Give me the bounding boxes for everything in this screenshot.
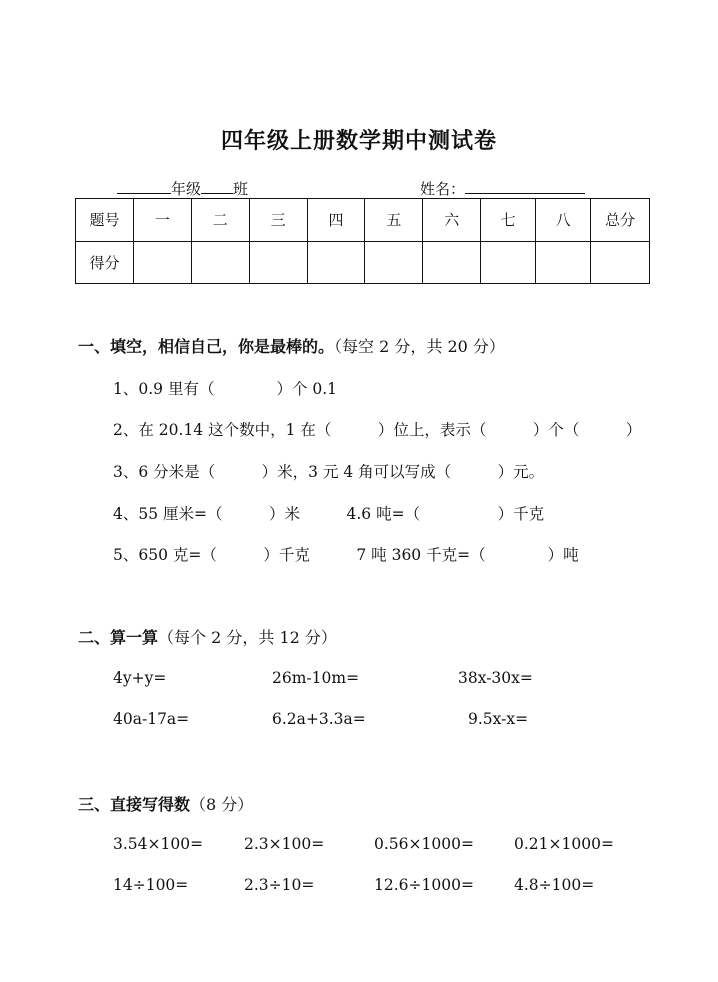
score-cell[interactable] (481, 241, 536, 284)
calc-item: 9.5x-x= (468, 710, 529, 728)
class-label: 班 (233, 180, 249, 198)
score-table (75, 198, 650, 284)
section3-head: 三、直接写得数 (78, 795, 191, 814)
question-1-1: 1、0.9 里有（ ）个 0.1 (113, 380, 338, 398)
score-cell[interactable] (307, 241, 365, 284)
calc-item: 38x-30x= (458, 669, 533, 687)
question-1-3: 3、6 分米是（ ）米，3 元 4 角可以写成（ ）元。 (113, 463, 545, 481)
score-col-6: 六 (423, 199, 481, 242)
score-col-8: 八 (536, 199, 591, 242)
direct-calc-item: 2.3÷10= (244, 876, 315, 894)
section1-head: 一、填空，相信自己，你是最棒的。 (78, 337, 335, 356)
direct-calc-item: 3.54×100= (113, 835, 204, 853)
score-cell[interactable] (536, 241, 591, 284)
question-1-2: 2、在 20.14 这个数中，1 在（ ）位上，表示（ ）个（ ） (113, 421, 642, 439)
calc-item: 6.2a+3.3a= (272, 710, 366, 728)
section1-title (78, 334, 505, 357)
score-col-7: 七 (481, 199, 536, 242)
section3-title (78, 792, 253, 815)
section2-head: 二、算一算 (78, 628, 159, 647)
score-cell[interactable] (191, 241, 249, 284)
name-line (420, 178, 585, 199)
grade-blank[interactable] (117, 179, 171, 194)
score-value-row (76, 241, 650, 284)
section3-note: （8 分） (190, 795, 254, 814)
calc-item: 4y+y= (113, 669, 167, 687)
score-cell[interactable] (133, 241, 191, 284)
score-row-label: 得分 (76, 241, 134, 284)
score-header-row (76, 199, 650, 242)
direct-calc-item: 14÷100= (113, 876, 189, 894)
score-col-5: 五 (365, 199, 423, 242)
score-cell[interactable] (249, 241, 307, 284)
score-col-total: 总分 (591, 199, 650, 242)
calc-item: 26m-10m= (272, 669, 360, 687)
grade-class-line (117, 178, 248, 199)
score-col-2: 二 (191, 199, 249, 242)
score-cell[interactable] (423, 241, 481, 284)
class-blank[interactable] (201, 179, 233, 194)
direct-calc-item: 0.56×1000= (374, 835, 474, 853)
name-label: 姓名： (420, 180, 466, 198)
direct-calc-item: 0.21×1000= (514, 835, 614, 853)
score-col-1: 一 (133, 199, 191, 242)
score-cell[interactable] (365, 241, 423, 284)
direct-calc-item: 12.6÷1000= (374, 876, 474, 894)
score-header-label: 题号 (76, 199, 134, 242)
question-1-4: 4、55 厘米=（ ）米 4.6 吨=（ ）千克 (113, 505, 545, 523)
score-cell-total[interactable] (591, 241, 650, 284)
section1-note: （每空 2 分，共 20 分） (334, 337, 505, 356)
direct-calc-item: 4.8÷100= (514, 876, 595, 894)
question-1-5: 5、650 克=（ ）千克 7 吨 360 千克=（ ）吨 (113, 546, 579, 564)
score-col-4: 四 (307, 199, 365, 242)
score-col-3: 三 (249, 199, 307, 242)
name-blank[interactable] (465, 179, 585, 194)
calc-item: 40a-17a= (113, 710, 190, 728)
grade-label: 年级 (171, 180, 202, 198)
section2-title (78, 625, 337, 648)
page-title: 四年级上册数学期中测试卷 (220, 128, 497, 154)
direct-calc-item: 2.3×100= (244, 835, 325, 853)
section2-note: （每个 2 分，共 12 分） (158, 628, 337, 647)
